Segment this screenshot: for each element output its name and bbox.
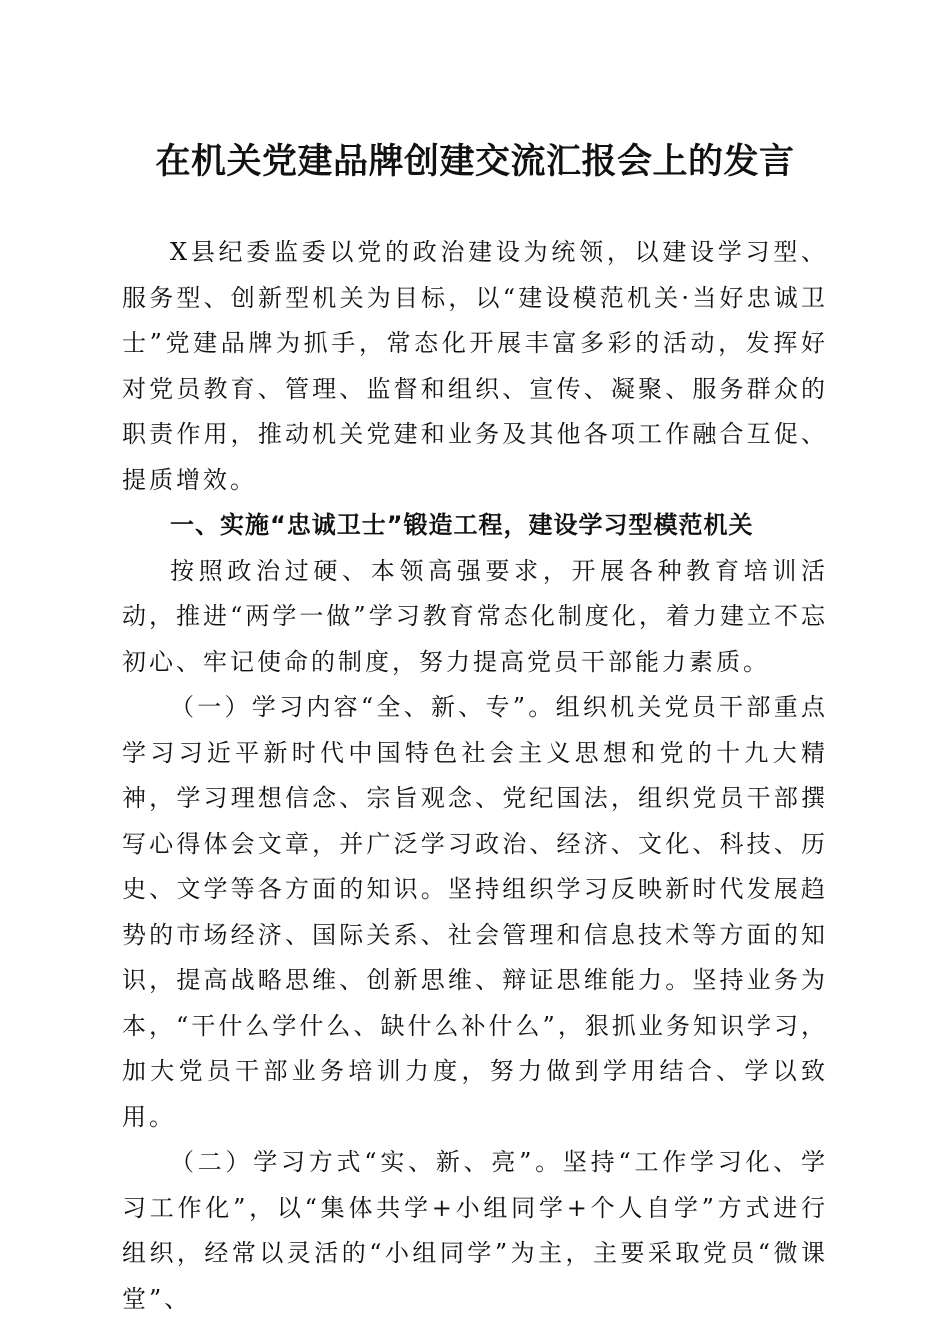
section-heading-1: 一、实施“忠诚卫士”锻造工程，建设学习型模范机关 [170, 511, 754, 539]
subsection-1-paragraph: （一）学习内容“全、新、专”。组织机关党员干部重点学习习近平新时代中国特色社会主义思想和党的十九大精神，学习理想信念、宗旨观念、党纪国法，组织党员干部撰写心得体会文章，并广泛学习政治、经济、文化、科技、历史、文学等各方面的知识。坚持组织学习反映新时代发展趋势的市场经济、国际关系、社会管理和信息技术等方面的知识，提高战略思维、创新思维、辩证思维能力。坚持业务为本，“干什么学什么、缺什么补什么”，狠抓业务知识学习，加大党员干部业务培训力度，努力做到学用结合、学以致用。 [122, 693, 828, 1131]
document-title: 在机关党建品牌创建交流汇报会上的发言 [155, 141, 795, 182]
intro-paragraph: X县纪委监委以党的政治建设为统领，以建设学习型、服务型、创新型机关为目标，以“建设模范机关·当好忠诚卫士”党建品牌为抓手，常态化开展丰富多彩的活动，发挥好对党员教育、管理、监督和组织、宣传、凝聚、服务群众的职责作用，推动机关党建和业务及其他各项工作融合互促、提质增效。 [122, 238, 828, 494]
subsection-2-paragraph: （二）学习方式“实、新、亮”。坚持“工作学习化、学习工作化”，以“集体共学+小组同学+个人自学”方式进行组织，经常以灵活的“小组同学”为主，主要采取党员“微课堂”、 [122, 1148, 828, 1313]
document-body [122, 230, 828, 1322]
section-1-intro-paragraph: 按照政治过硬、本领高强要求，开展各种教育培训活动，推进“两学一做”学习教育常态化制度化，着力建立不忘初心、牢记使命的制度，努力提高党员干部能力素质。 [122, 556, 828, 676]
